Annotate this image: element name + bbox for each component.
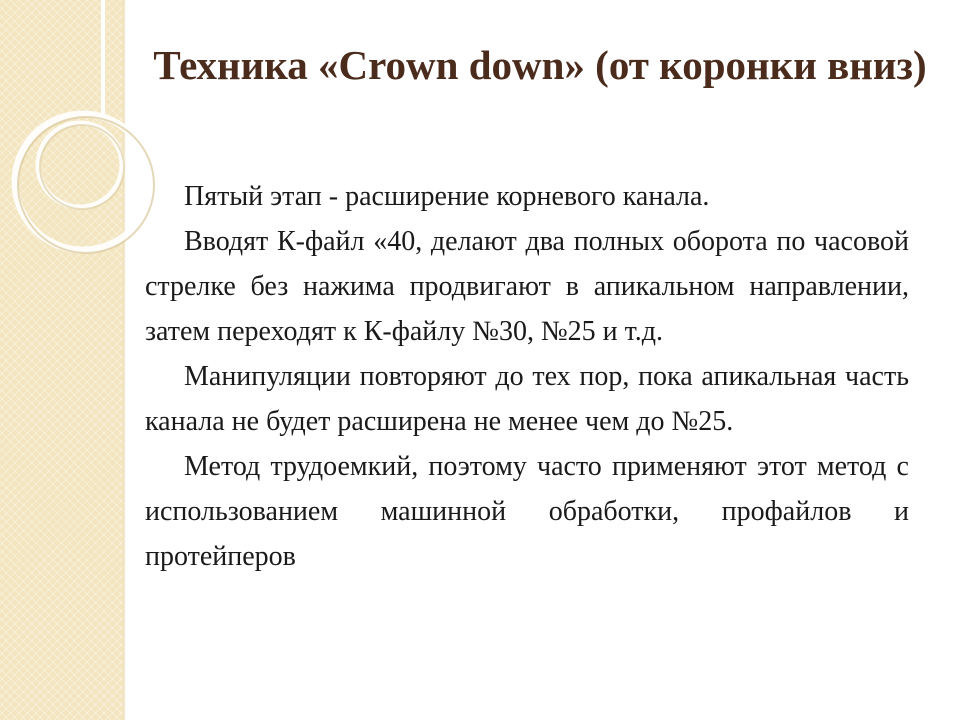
side-band-edge <box>123 0 126 720</box>
paragraph-3: Манипуляции повторяют до тех пор, пока апикальная часть канала не будет расширена не менее чем до №25. <box>145 361 909 437</box>
decorative-side-band <box>0 0 123 720</box>
paragraph-4: Метод трудоемкий, поэтому часто применяют этот метод с использованием машинной обработки, профайлов и протейперов <box>145 451 909 572</box>
paragraph-1: Пятый этап - расширение корневого канала. <box>184 181 710 212</box>
slide-body <box>145 174 909 579</box>
slide-title: Техника «Crown down» (от коронки вниз) <box>153 42 927 88</box>
paragraph-2: Вводят К-файл «40, делают два полных оборота по часовой стрелке без нажима продвигают в апикальном направлении, затем переходят к К-файлу №30, №25 и т.д. <box>145 226 909 347</box>
